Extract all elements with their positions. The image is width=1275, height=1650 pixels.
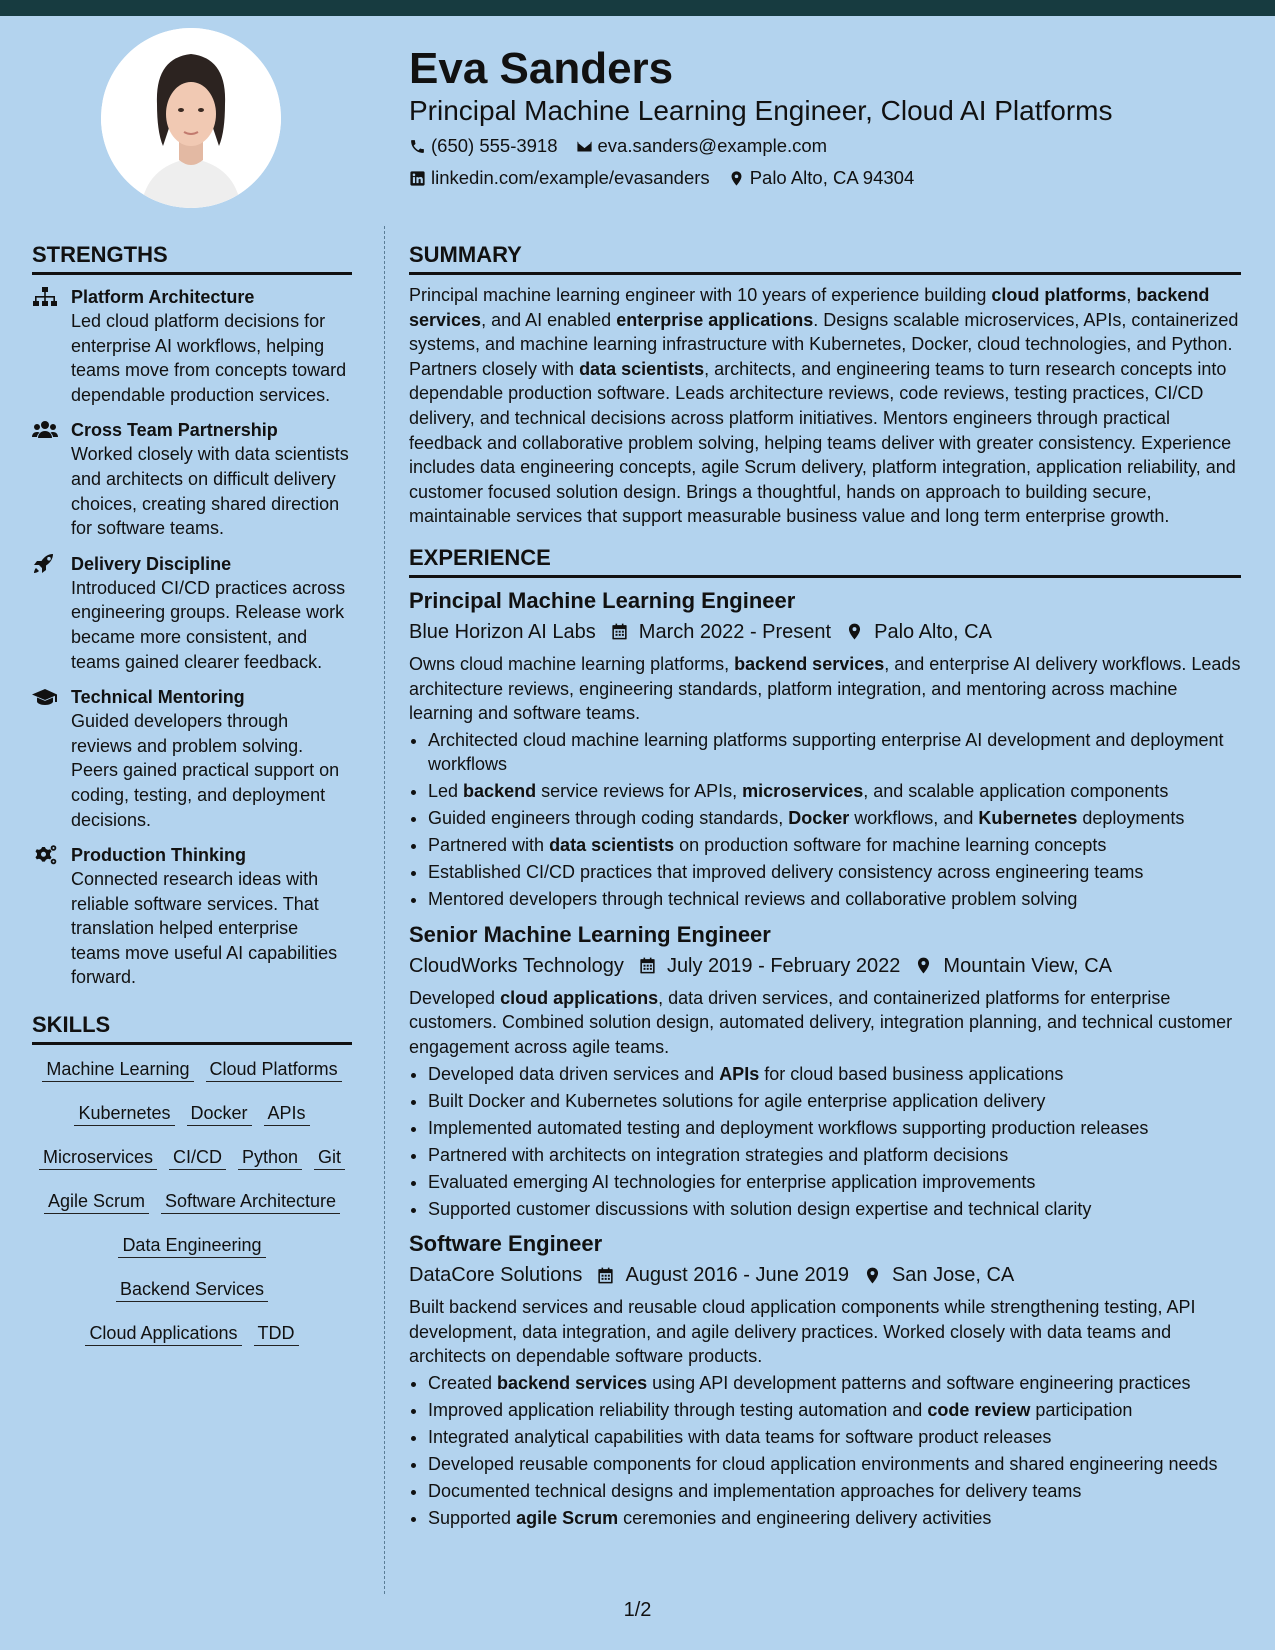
strengths-heading: STRENGTHS [32,240,352,275]
skill-row [32,1277,352,1302]
text-segment: workflows, and [849,808,979,829]
gears-icon [32,844,58,866]
text-segment: Created [428,1372,498,1393]
text-segment: , data driven services, and containerized platforms for enterprise customers. Combined solution design, automated delivery, integration planning, and technical customer engagement across agile teams. [409,987,1233,1058]
text-segment: Integrated analytical capabilities with data teams for software product releases [428,1426,1052,1447]
bold-text: backend services [409,285,1210,330]
job-bullet [428,1452,1241,1477]
job-title: Software Engineer [409,1231,603,1257]
job-location [845,618,992,646]
text-segment: using API development patterns and software engineering practices [647,1372,1191,1393]
job-dates [638,952,900,980]
job-location [863,1261,1014,1289]
experience-list [409,586,1241,1530]
job-bullet [428,1197,1241,1222]
job-description [409,986,1241,1060]
text-segment: Mentored developers through technical reviews and collaborative problem solving [428,889,1078,910]
skill-row [32,1233,352,1258]
column-divider [384,226,385,1594]
contact-row-1 [409,134,845,158]
job-bullet [428,1089,1241,1114]
skill-chip: Data Engineering [118,1233,265,1258]
contact-phone[interactable] [409,134,558,158]
job-bullet [428,1425,1241,1450]
strength-desc: Introduced CI/CD practices across engineering groups. Release work became more consistent, and teams gained clearer feedback. [71,577,346,672]
skill-chip: Software Architecture [161,1189,340,1214]
strength-item [32,843,352,990]
strength-desc: Guided developers through reviews and problem solving. Peers gained practical support on coding, testing, and deployment decisions. [71,711,340,830]
text-segment: Developed reusable components for cloud application environments and shared engineering needs [428,1453,1218,1474]
strengths-list [32,285,352,990]
bold-text: backend services [734,653,885,674]
text-segment: Built backend services and reusable cloud application components while strengthening testing, API development, data integration, and agile delivery practices. Worked closely with data teams and architects on dependable software products. [409,1297,1196,1367]
location-text: San Jose, CA [891,1264,1015,1287]
strength-desc: Led cloud platform decisions for enterprise AI workflows, helping teams move from concepts toward dependable production services. [71,311,347,405]
job-bullet [428,860,1241,885]
bold-text: cloud applications [500,987,659,1008]
company-text: Blue Horizon AI Labs [409,620,596,643]
text-segment: service reviews for APIs, [536,781,743,802]
text-segment: deployments [1077,808,1185,829]
bold-text: data scientists [549,835,675,856]
text-segment: Architected cloud machine learning platforms supporting enterprise AI development and deployment workflows [428,729,1224,775]
text-segment: on production software for machine learning concepts [674,835,1107,856]
job-entry [409,920,1241,1221]
contact-linkedin[interactable] [409,166,710,190]
users-icon [32,419,58,441]
job-entry [409,586,1241,912]
job-bullets [409,1062,1241,1222]
text-segment: Partnered with architects on integration strategies and platform decisions [428,1144,1009,1165]
text-segment: Built Docker and Kubernetes solutions for agile enterprise application delivery [428,1090,1046,1111]
phone-icon [409,138,426,155]
text-segment: Owns cloud machine learning platforms, [409,653,735,674]
job-bullets [409,1371,1241,1531]
job-description [409,652,1241,726]
text-segment: participation [1030,1399,1133,1420]
bold-text: APIs [719,1063,760,1084]
strength-item [32,685,352,832]
job-bullet [428,1506,1241,1531]
org-chart-icon [32,286,58,308]
summary-heading: SUMMARY [409,240,1241,275]
linkedin-text: linkedin.com/example/evasanders [431,167,710,188]
text-segment: Improved application reliability through testing automation and [428,1399,928,1420]
text-segment: Implemented automated testing and deployment workflows supporting production releases [428,1117,1149,1138]
job-dates [596,1261,849,1289]
text-segment: Evaluated emerging AI technologies for enterprise application improvements [428,1171,1036,1192]
text-segment: , and AI enabled [481,309,617,330]
bold-text: Docker [788,808,850,829]
dates-text: March 2022 - Present [638,620,832,643]
bold-text: data scientists [579,358,705,379]
skills-list [32,1057,352,1346]
skill-chip: Python [238,1145,302,1170]
strength-title: Production Thinking [71,845,246,866]
linkedin-icon [409,170,426,187]
job-company [409,618,596,646]
bold-text: microservices [742,781,864,802]
text-segment: Led [428,781,464,802]
job-title: Principal Machine Learning Engineer [409,587,796,613]
calendar-icon [596,1266,615,1285]
map-pin-icon [845,622,864,641]
skills-heading: SKILLS [32,1010,352,1045]
job-company [409,1261,582,1289]
text-segment: for cloud based business applications [759,1063,1064,1084]
job-meta [409,952,1241,980]
right-column [409,240,1241,1533]
bold-text: backend [463,781,537,802]
job-bullet [428,1398,1241,1423]
strength-desc: Worked closely with data scientists and architects on difficult delivery choices, creating shared direction for software teams. [71,444,349,539]
skill-chip: Agile Scrum [44,1189,149,1214]
text-segment: Supported customer discussions with solution design expertise and technical clarity [428,1198,1092,1219]
skill-row [32,1189,352,1214]
skill-row [32,1057,352,1082]
job-bullet [428,1371,1241,1396]
text-segment: ceremonies and engineering delivery activities [618,1507,992,1528]
job-bullet [428,1116,1241,1141]
strength-desc: Connected research ideas with reliable software services. That translation helped enterprise teams move useful AI capabilities forward. [71,869,338,988]
job-bullet [428,779,1241,804]
calendar-icon [638,956,657,975]
skill-chip: Backend Services [116,1277,268,1302]
location-text: Palo Alto, CA 94304 [749,167,915,188]
job-title: Senior Machine Learning Engineer [409,921,771,947]
text-segment: Developed data driven services and [428,1063,720,1084]
candidate-headline: Principal Machine Learning Engineer, Cloud AI Platforms [409,95,1113,126]
strength-item [32,285,352,407]
bold-text: Kubernetes [978,808,1078,829]
bold-text: code review [927,1399,1031,1420]
job-bullet [428,833,1241,858]
skill-chip: Cloud Platforms [206,1057,342,1082]
skill-chip: Cloud Applications [85,1321,241,1346]
bold-text: enterprise applications [616,309,814,330]
skill-chip: CI/CD [169,1145,226,1170]
strength-title: Cross Team Partnership [71,420,278,441]
summary-text [409,283,1241,529]
contact-location [728,166,915,190]
experience-heading: EXPERIENCE [409,543,1241,578]
skill-row [32,1145,352,1170]
skill-row [32,1101,352,1126]
text-segment: , and scalable application components [863,781,1169,802]
text-segment: Guided engineers through coding standards, [428,808,789,829]
job-company [409,952,624,980]
skill-row [32,1321,352,1346]
candidate-name: Eva Sanders [409,44,674,93]
job-bullet [428,887,1241,912]
text-segment: Developed [409,987,501,1008]
text-segment: Documented technical designs and implementation approaches for delivery teams [428,1480,1082,1501]
skill-chip: Microservices [39,1145,157,1170]
job-meta [409,618,1241,646]
job-bullet [428,1062,1241,1087]
text-segment: Established CI/CD practices that improved delivery consistency across engineering teams [428,862,1144,883]
skill-chip: Git [314,1145,345,1170]
map-pin-icon [914,956,933,975]
text-segment: , architects, and engineering teams to turn research concepts into dependable production software. Leads architecture reviews, code reviews, testing practices, CI/CD delivery, and technical decisions across platform initiatives. Mentors engineers through practical feedback and collaborative problem solving, helping teams deliver with greater consistency. Experience includes data engineering concepts, agile Scrum delivery, platform integration, application reliability, and customer focused solution design. Brings a thoughtful, hands on approach to building secure, maintainable services that support measurable business value and long term enterprise growth. [409,358,1236,527]
skill-chip: APIs [264,1101,310,1126]
contact-email[interactable] [576,134,828,158]
job-entry [409,1229,1241,1530]
strength-title: Technical Mentoring [71,687,245,708]
skill-chip: TDD [254,1321,299,1346]
job-bullet [428,1170,1241,1195]
skill-chip: Machine Learning [42,1057,193,1082]
contact-row-2 [409,166,932,190]
job-meta [409,1261,1241,1289]
skill-chip: Docker [187,1101,252,1126]
envelope-icon [576,138,593,155]
job-bullet [428,728,1241,777]
dates-text: July 2019 - February 2022 [666,954,901,977]
job-location [914,952,1112,980]
email-text: eva.sanders@example.com [597,135,828,156]
skill-chip: Kubernetes [74,1101,174,1126]
bold-text: backend services [497,1372,648,1393]
strength-title: Delivery Discipline [71,553,232,574]
rocket-icon [32,553,58,575]
profile-photo [101,28,281,208]
job-bullet [428,1143,1241,1168]
map-pin-icon [863,1266,882,1285]
text-segment: , and enterprise AI delivery workflows. Leads architecture reviews, engineering standards, platform integration, and mentoring across machine learning and software teams. [409,653,1241,724]
text-segment: . Designs scalable microservices, APIs, containerized systems, and machine learning infrastructure with Kubernetes, Docker, cloud technologies, and Python. Partners closely with [409,309,1239,379]
bold-text: agile Scrum [516,1507,619,1528]
job-bullet [428,1479,1241,1504]
job-description [409,1295,1241,1369]
bold-text: cloud platforms [991,285,1127,305]
location-text: Mountain View, CA [943,954,1113,977]
text-segment: , [1126,285,1137,305]
company-text: CloudWorks Technology [409,954,624,977]
phone-text: (650) 555-3918 [431,135,558,156]
strength-item [32,418,352,540]
job-dates [610,618,831,646]
graduation-cap-icon [32,686,58,708]
company-text: DataCore Solutions [409,1264,583,1287]
job-bullets [409,728,1241,912]
strength-title: Platform Architecture [71,287,255,307]
text-segment: Principal machine learning engineer with 10 years of experience building [409,285,992,305]
left-column [32,240,352,1365]
top-bar [0,0,1275,16]
map-pin-icon [728,170,745,187]
strength-item [32,552,352,674]
location-text: Palo Alto, CA [874,620,992,643]
job-bullet [428,806,1241,831]
text-segment: Supported [428,1507,517,1528]
calendar-icon [610,622,629,641]
dates-text: August 2016 - June 2019 [625,1264,849,1287]
page-number: 1/2 [623,1599,652,1621]
text-segment: Partnered with [428,835,550,856]
